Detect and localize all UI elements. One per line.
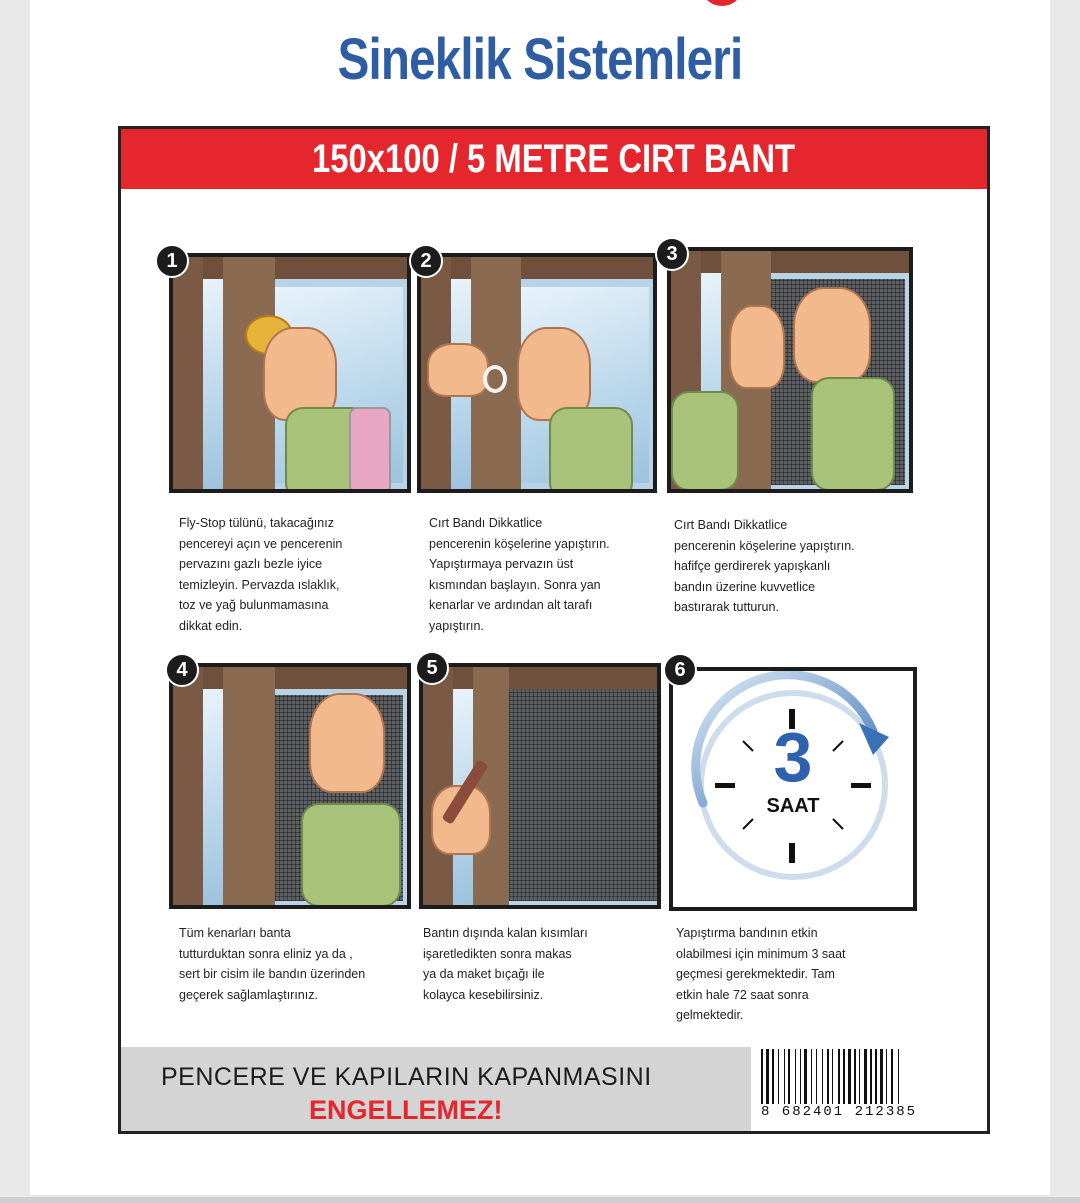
step-4-text bbox=[179, 923, 365, 1005]
footer-warning: ENGELLEMEZ! bbox=[309, 1095, 503, 1125]
barcode-bar bbox=[788, 1049, 790, 1107]
barcode-bar bbox=[838, 1049, 840, 1107]
text-line: pencerenin köşelerine yapıştırın. bbox=[429, 536, 610, 551]
frame bbox=[173, 257, 203, 489]
barcode-bar bbox=[772, 1049, 774, 1107]
text-line: Cırt Bandı Dikkatlice bbox=[674, 518, 788, 532]
step-5-illustration bbox=[419, 663, 661, 909]
frame bbox=[173, 257, 407, 279]
barcode-bar bbox=[822, 1049, 823, 1107]
text-line: hafifçe gerdirerek yapışkanlı bbox=[674, 559, 831, 574]
step-2-illustration bbox=[417, 253, 657, 493]
barcode-bar bbox=[875, 1049, 877, 1107]
text-line: ya da maket bıçağı ile bbox=[423, 967, 545, 982]
hand bbox=[793, 287, 871, 383]
product-banner bbox=[121, 129, 987, 189]
step-3-illustration bbox=[667, 247, 913, 493]
barcode-bar bbox=[843, 1049, 845, 1107]
footer-notice: PENCERE VE KAPILARIN KAPANMASINI bbox=[161, 1063, 652, 1091]
frame bbox=[173, 667, 203, 905]
text-line: Yapıştırmaya pervazın üst bbox=[429, 557, 574, 572]
sleeve bbox=[811, 377, 895, 491]
barcode-bar bbox=[800, 1049, 801, 1107]
sleeve bbox=[671, 391, 739, 491]
step-5-text bbox=[423, 923, 588, 1005]
barcode-bar bbox=[816, 1049, 817, 1107]
text-line: Bantın dışında kalan kısımları bbox=[423, 926, 588, 940]
step-4-illustration bbox=[169, 663, 411, 909]
text-line: olabilmesi için minimum 3 saat bbox=[676, 946, 846, 961]
step-2-text bbox=[429, 513, 610, 637]
text-line: Tüm kenarları banta bbox=[179, 926, 291, 940]
barcode-bar bbox=[795, 1049, 796, 1107]
sleeve bbox=[301, 803, 401, 907]
text-line: gelmektedir. bbox=[676, 1008, 744, 1023]
step-number: 5 bbox=[415, 651, 449, 685]
tape-roll bbox=[483, 365, 507, 393]
footer-band bbox=[121, 1047, 751, 1131]
text-line: temizleyin. Pervazda ıslaklık, bbox=[179, 577, 340, 592]
hand bbox=[729, 305, 785, 389]
barcode-bar bbox=[898, 1049, 899, 1107]
step-number: 4 bbox=[165, 653, 199, 687]
text-line: tutturduktan sonra eliniz ya da , bbox=[179, 946, 353, 961]
text-line: kısmından başlayın. Sonra yan bbox=[429, 577, 601, 592]
barcode-bar bbox=[784, 1049, 785, 1107]
step-number: 2 bbox=[409, 244, 443, 278]
clock-value: 3 bbox=[773, 718, 813, 796]
text-line: geçmesi gerekmektedir. Tam bbox=[676, 967, 835, 982]
barcode-bar bbox=[848, 1049, 851, 1107]
step-1-text bbox=[179, 513, 342, 637]
hand bbox=[309, 693, 385, 793]
barcode-bar bbox=[886, 1049, 887, 1107]
frame bbox=[223, 667, 275, 905]
divider bbox=[0, 1197, 1080, 1203]
frame bbox=[423, 667, 657, 689]
barcode-bar bbox=[880, 1049, 883, 1107]
text-line: toz ve yağ bulunmamasına bbox=[179, 598, 329, 613]
text-line: pencereyi açın ve pencerenin bbox=[179, 536, 343, 551]
barcode-bar bbox=[811, 1049, 812, 1107]
barcode-bar bbox=[804, 1049, 807, 1107]
text-line: kolayca kesebilirsiniz. bbox=[423, 987, 544, 1002]
barcode-bar bbox=[854, 1049, 856, 1107]
text-line: pencerenin köşelerine yapıştırın. bbox=[674, 538, 855, 553]
barcode-bar bbox=[827, 1049, 829, 1107]
frame bbox=[421, 257, 653, 279]
barcode-bar bbox=[778, 1049, 779, 1107]
frame bbox=[173, 667, 407, 689]
step-6-text bbox=[676, 923, 846, 1026]
clock-unit: SAAT bbox=[766, 795, 820, 817]
text-line: Yapıştırma bandının etkin bbox=[676, 926, 818, 940]
instruction-card bbox=[118, 126, 990, 1134]
step-6-illustration bbox=[669, 667, 917, 911]
text-line: Cırt Bandı Dikkatlice bbox=[429, 516, 543, 530]
frame bbox=[473, 667, 509, 905]
barcode-bar bbox=[761, 1049, 763, 1107]
hand bbox=[427, 343, 489, 397]
sleeve bbox=[549, 407, 633, 493]
glass bbox=[203, 279, 223, 489]
text-line: yapıştırın. bbox=[429, 618, 484, 633]
text-line: Fly-Stop tülünü, takacağınız bbox=[179, 516, 334, 530]
cleaner-bottle bbox=[349, 407, 391, 491]
text-line: geçerek sağlamlaştırınız. bbox=[179, 987, 318, 1002]
text-line: işaretledikten sonra makas bbox=[423, 946, 572, 961]
step-number: 6 bbox=[663, 653, 697, 687]
barcode-bar bbox=[870, 1049, 872, 1107]
barcode-number: 8 682401 212385 bbox=[761, 1104, 918, 1120]
text-line: etkin hale 72 saat sonra bbox=[676, 987, 809, 1002]
step-number: 3 bbox=[655, 237, 689, 271]
product-banner-text: 150x100 / 5 METRE CIRT BANT bbox=[312, 136, 796, 181]
text-line: pervazını gazlı bezle iyice bbox=[179, 557, 323, 572]
brand-title: Sineklik Sistemleri bbox=[337, 27, 743, 92]
frame bbox=[671, 251, 909, 273]
glass bbox=[203, 689, 223, 905]
text-line: dikkat edin. bbox=[179, 618, 243, 633]
step-number: 1 bbox=[155, 244, 189, 278]
barcode-bar bbox=[864, 1049, 867, 1107]
barcode-bar bbox=[832, 1049, 833, 1107]
text-line: bastırarak tutturun. bbox=[674, 600, 779, 615]
text-line: bandın üzerine kuvvetlice bbox=[674, 579, 816, 594]
text-line: sert bir cisim ile bandın üzerinden bbox=[179, 967, 366, 982]
barcode-bar bbox=[766, 1049, 769, 1107]
mesh-screen bbox=[509, 689, 657, 901]
step-3-text bbox=[674, 515, 855, 618]
barcode-bar bbox=[859, 1049, 860, 1107]
step-1-illustration bbox=[169, 253, 411, 493]
barcode-bar bbox=[891, 1049, 893, 1107]
text-line: kenarlar ve ardından alt tarafı bbox=[429, 598, 593, 613]
